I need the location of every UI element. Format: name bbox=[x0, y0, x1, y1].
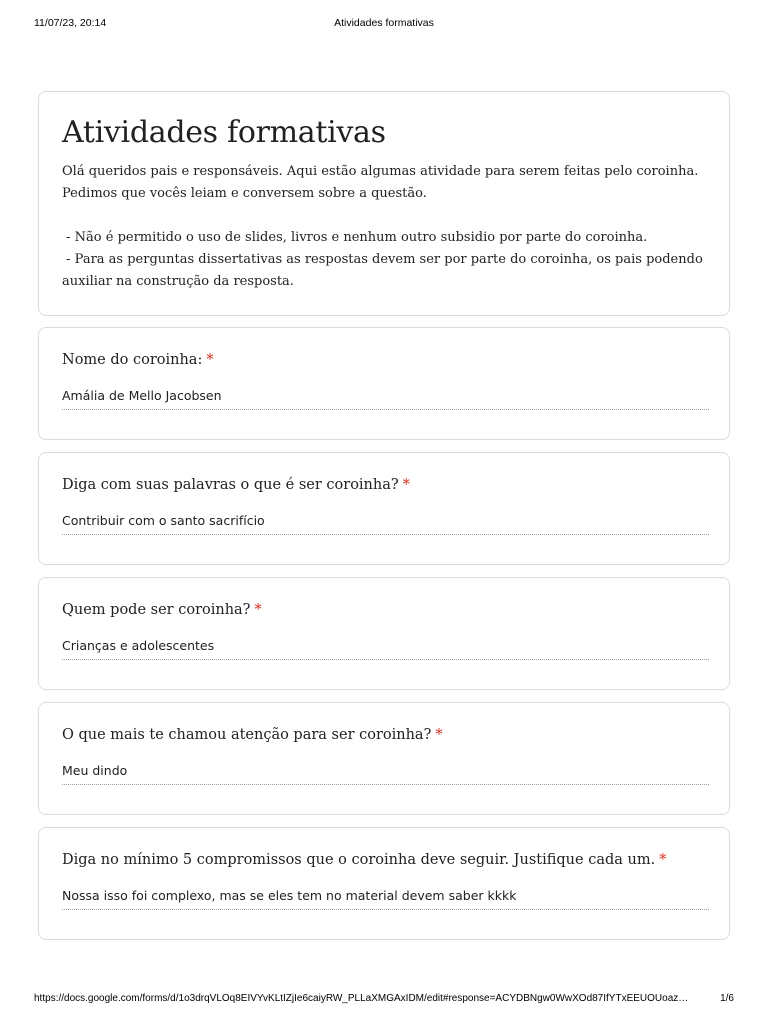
answer-field[interactable]: Amália de Mello Jacobsen bbox=[62, 387, 709, 410]
print-footer bbox=[34, 993, 734, 1007]
form-title: Atividades formativas bbox=[62, 115, 386, 150]
question-title-text: O que mais te chamou atenção para ser coroinha? bbox=[62, 727, 432, 743]
question-title-text: Diga no mínimo 5 compromissos que o coroinha deve seguir. Justifique cada um. bbox=[62, 852, 656, 868]
required-asterisk: * bbox=[435, 727, 443, 743]
required-asterisk: * bbox=[402, 477, 410, 493]
answer-field[interactable]: Contribuir com o santo sacrifício bbox=[62, 512, 709, 535]
form-header-card bbox=[38, 91, 730, 316]
question-card-attention bbox=[38, 702, 730, 815]
required-asterisk: * bbox=[254, 602, 262, 618]
question-title bbox=[62, 600, 706, 620]
required-asterisk: * bbox=[206, 352, 214, 368]
form-description: Olá queridos pais e responsáveis. Aqui estão algumas atividade para serem feitas pelo coroinha. Pedimos que vocês leiam e conversem sobre a questão. - Não é permitido o uso de slides, livros e nenhum outro subsidio por parte do coroinha. - Para as perguntas dissertativas as respostas devem ser por parte do coroinha, os pais podendo auxiliar na construção da resposta. bbox=[62, 164, 703, 289]
page-number: 1/6 bbox=[720, 993, 734, 1004]
question-title-text: Nome do coroinha: bbox=[62, 352, 203, 368]
question-title bbox=[62, 350, 706, 370]
question-title-text: Quem pode ser coroinha? bbox=[62, 602, 251, 618]
answer-field[interactable]: Crianças e adolescentes bbox=[62, 637, 709, 660]
question-title bbox=[62, 850, 706, 870]
print-document-title: Atividades formativas bbox=[334, 17, 434, 29]
question-card-commitments bbox=[38, 827, 730, 940]
question-title-text: Diga com suas palavras o que é ser coroinha? bbox=[62, 477, 399, 493]
question-card-name bbox=[38, 327, 730, 440]
question-card-definition bbox=[38, 452, 730, 565]
answer-field[interactable]: Meu dindo bbox=[62, 762, 709, 785]
question-card-who bbox=[38, 577, 730, 690]
question-title bbox=[62, 475, 706, 495]
question-title bbox=[62, 725, 706, 745]
print-url: https://docs.google.com/forms/d/1o3drqVLOq8EIVYvKLtIZjIe6caiyRW_PLLaXMGAxIDM/edit#response=ACYDBNgw0WwXOd87IfYTxEEUOUoaz… bbox=[34, 993, 689, 1004]
print-header bbox=[34, 17, 734, 31]
required-asterisk: * bbox=[659, 852, 667, 868]
print-datetime: 11/07/23, 20:14 bbox=[34, 17, 107, 29]
answer-field[interactable]: Nossa isso foi complexo, mas se eles tem no material devem saber kkkk bbox=[62, 887, 709, 910]
